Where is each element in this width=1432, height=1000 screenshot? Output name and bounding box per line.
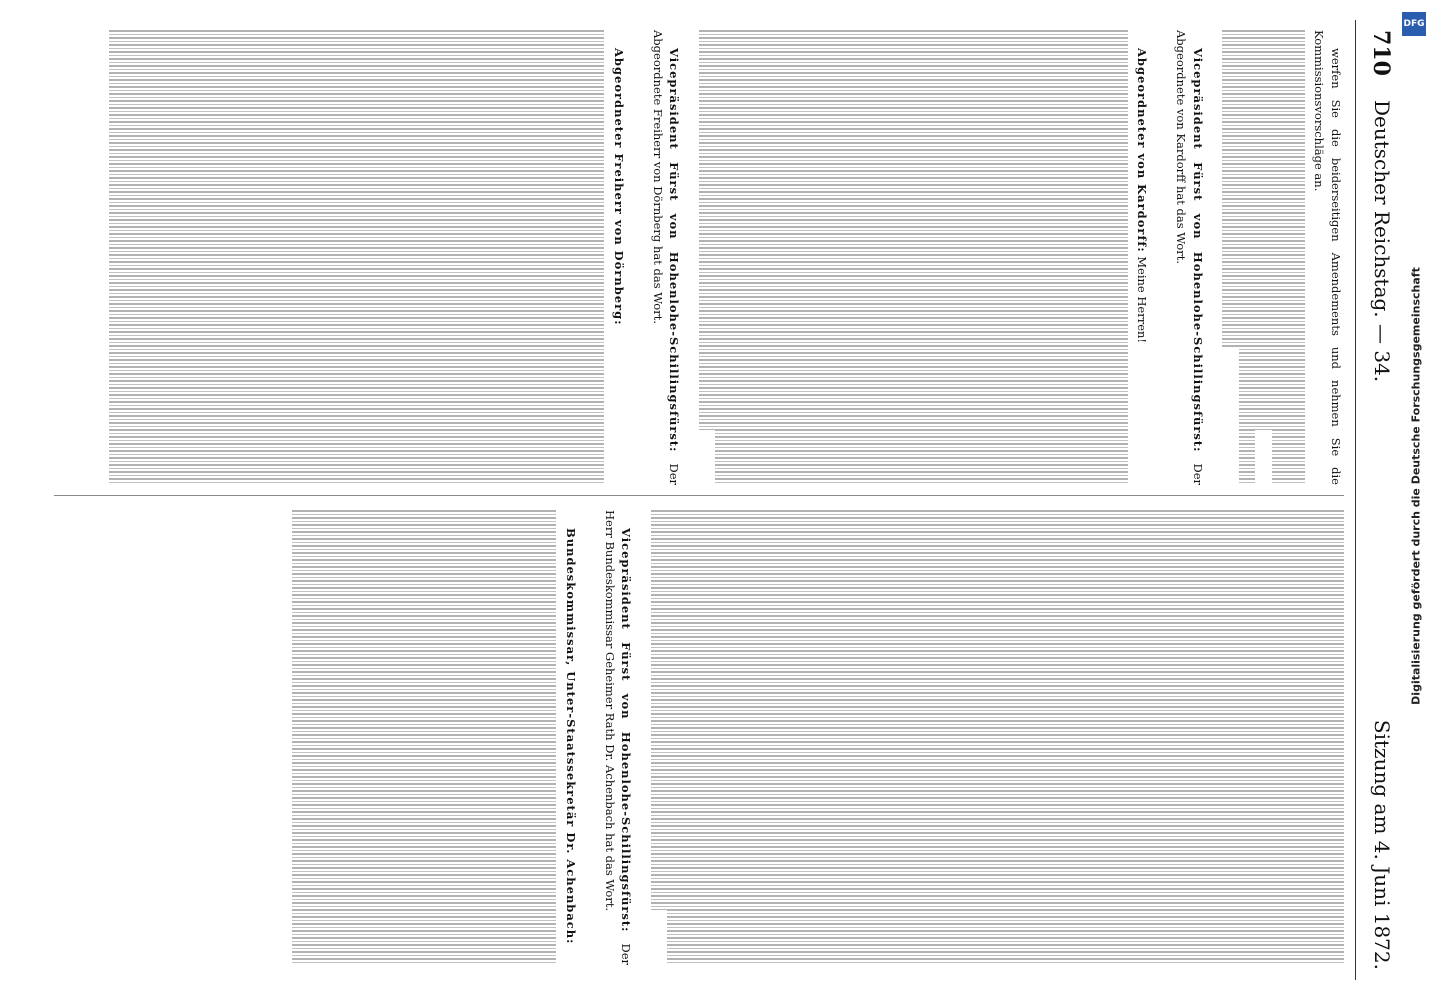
illegible-text-line xyxy=(242,30,259,485)
illegible-text-line xyxy=(456,30,473,485)
page-number: 710 xyxy=(1368,30,1394,76)
illegible-text-line xyxy=(1113,510,1130,965)
illegible-text-line xyxy=(996,30,1013,485)
illegible-text-line xyxy=(1196,510,1213,965)
illegible-text-line xyxy=(1295,510,1312,965)
paragraph xyxy=(563,510,580,965)
illegible-text-line xyxy=(489,30,506,485)
illegible-text-line xyxy=(816,510,833,965)
illegible-text-line xyxy=(699,30,716,430)
illegible-text-line xyxy=(425,510,442,965)
illegible-text-line xyxy=(159,30,176,485)
illegible-text-line xyxy=(782,30,799,485)
illegible-text-line xyxy=(948,510,965,965)
illegible-text-line xyxy=(749,30,766,485)
illegible-text-line xyxy=(1079,30,1096,485)
illegible-text-line xyxy=(668,510,685,965)
illegible-text-line xyxy=(716,30,733,485)
illegible-text-line xyxy=(1146,510,1163,965)
illegible-text-line xyxy=(341,30,358,485)
illegible-text-line xyxy=(1229,510,1246,965)
illegible-text-line xyxy=(1163,510,1180,965)
illegible-text-line xyxy=(1289,30,1306,485)
illegible-text-line xyxy=(765,30,782,485)
illegible-text-line xyxy=(539,30,556,485)
illegible-text-line xyxy=(588,30,605,485)
illegible-text-line xyxy=(947,30,964,485)
right-column xyxy=(44,510,1344,965)
illegible-text-line xyxy=(897,30,914,485)
illegible-text-line xyxy=(324,30,341,485)
illegible-text-line xyxy=(110,30,127,485)
illegible-text-line xyxy=(1031,510,1048,965)
speaker-name: Vicepräsident Fürst von Hohenlohe-Schillingsfürst: xyxy=(1191,48,1205,453)
speaker-name: Vicepräsident Fürst von Hohenlohe-Schillingsfürst: xyxy=(619,528,634,933)
illegible-text-line xyxy=(1047,510,1064,965)
illegible-text-line xyxy=(864,30,881,485)
illegible-text-line xyxy=(651,510,668,910)
page-header xyxy=(1355,20,1406,980)
paragraph: Vicepräsident Fürst von Hohenlohe-Schillingsfürst: Der Herr Bundeskommissar Geheimer Rath Dr. Achenbach hat das Wort. xyxy=(603,510,634,965)
illegible-text-line xyxy=(914,30,931,485)
illegible-text-line xyxy=(1212,510,1229,965)
illegible-text-line xyxy=(963,30,980,485)
illegible-text-line xyxy=(555,30,572,485)
header-right-title: Sitzung am 4. Juni 1872. xyxy=(1370,719,1394,970)
illegible-text-line xyxy=(506,30,523,485)
illegible-text-line xyxy=(717,510,734,965)
illegible-text-line xyxy=(965,510,982,965)
illegible-text-line xyxy=(1245,510,1262,965)
illegible-text-line xyxy=(783,510,800,965)
illegible-text-line xyxy=(1223,30,1240,349)
paragraph: Vicepräsident Fürst von Hohenlohe-Schillingsfürst: Der Abgeordnete Freiherr von Dörnberg hat das Wort. xyxy=(651,30,682,485)
illegible-text-line xyxy=(998,510,1015,965)
paragraph: werfen Sie die beiderseitigen Amendements und nehmen Sie die Kommissionsvorschläge an. xyxy=(1312,30,1343,485)
illegible-text-line xyxy=(1278,510,1295,965)
illegible-text-line xyxy=(342,510,359,965)
illegible-text-line xyxy=(1112,30,1129,485)
illegible-text-line xyxy=(225,30,242,485)
illegible-text-line xyxy=(1256,30,1273,430)
illegible-text-line xyxy=(831,30,848,485)
speaker-name: Bundeskommissar, Unter-Staatssekretär Dr. Achenbach: xyxy=(564,528,578,945)
illegible-text-line xyxy=(572,30,589,485)
illegible-text-line xyxy=(815,30,832,485)
illegible-text-line xyxy=(1080,510,1097,965)
illegible-text-line xyxy=(126,30,143,485)
illegible-text-line xyxy=(473,30,490,485)
illegible-text-line xyxy=(491,510,508,965)
illegible-text-line xyxy=(915,510,932,965)
illegible-text-line xyxy=(800,510,817,965)
illegible-text-line xyxy=(701,510,718,965)
illegible-text-line xyxy=(833,510,850,965)
paragraph: Abgeordneter von Kardorff: Meine Herren! xyxy=(1135,48,1150,344)
illegible-text-line xyxy=(848,30,865,485)
illegible-text-line xyxy=(143,30,160,485)
illegible-text-line xyxy=(375,510,392,965)
illegible-text-line xyxy=(407,30,424,485)
illegible-text-line xyxy=(408,510,425,965)
illegible-text-line xyxy=(1239,30,1256,485)
credit-text: Digitalisierung gefördert durch die Deutsche Forschungsgemeinschaft xyxy=(1409,267,1423,705)
illegible-text-line xyxy=(308,30,325,485)
illegible-text-line xyxy=(293,510,310,965)
illegible-text-line xyxy=(275,30,292,485)
illegible-text-line xyxy=(209,30,226,485)
illegible-text-line xyxy=(374,30,391,485)
illegible-text-line xyxy=(1029,30,1046,485)
illegible-text-line xyxy=(176,30,193,485)
illegible-text-line xyxy=(750,510,767,965)
illegible-text-line xyxy=(798,30,815,485)
illegible-text-line xyxy=(980,30,997,485)
column-divider xyxy=(54,495,1344,496)
illegible-text-line xyxy=(1062,30,1079,485)
left-column xyxy=(44,30,1344,485)
illegible-text-line xyxy=(1179,510,1196,965)
illegible-text-line xyxy=(981,510,998,965)
illegible-text-line xyxy=(866,510,883,965)
paragraph xyxy=(611,30,628,485)
illegible-text-line xyxy=(1013,30,1030,485)
header-left-title: Deutscher Reichstag. — 34. xyxy=(1370,100,1394,383)
illegible-text-line xyxy=(899,510,916,965)
illegible-text-line xyxy=(441,510,458,965)
illegible-text-line xyxy=(357,30,374,485)
illegible-text-line xyxy=(507,510,524,965)
illegible-text-line xyxy=(524,510,541,965)
illegible-text-line xyxy=(932,510,949,965)
illegible-text-line xyxy=(192,30,209,485)
illegible-text-line xyxy=(390,30,407,485)
speaker-name: Abgeordneter Freiherr von Dörnberg: xyxy=(612,48,626,326)
illegible-text-line xyxy=(522,30,539,485)
illegible-text-line xyxy=(1095,30,1112,485)
illegible-text-line xyxy=(881,30,898,485)
illegible-text-line xyxy=(767,510,784,965)
dfg-logo: DFG xyxy=(1402,12,1426,36)
illegible-text-line xyxy=(1130,510,1147,965)
illegible-text-line xyxy=(1328,510,1345,965)
illegible-text-line xyxy=(458,510,475,965)
illegible-text-line xyxy=(540,510,557,965)
illegible-text-line xyxy=(1262,510,1279,965)
document-page xyxy=(26,20,1406,980)
illegible-text-line xyxy=(849,510,866,965)
illegible-text-line xyxy=(1311,510,1328,965)
paragraph: Vicepräsident Fürst von Hohenlohe-Schillingsfürst: Der Abgeordnete von Kardorff hat das Wort. xyxy=(1174,30,1205,485)
illegible-text-line xyxy=(1046,30,1063,485)
illegible-text-line xyxy=(309,510,326,965)
digitization-credit xyxy=(1402,6,1430,966)
illegible-text-line xyxy=(359,510,376,965)
illegible-text-line xyxy=(684,510,701,965)
illegible-text-line xyxy=(734,510,751,965)
illegible-text-line xyxy=(392,510,409,965)
illegible-text-line xyxy=(1272,30,1289,485)
illegible-text-line xyxy=(882,510,899,965)
illegible-text-line xyxy=(326,510,343,965)
illegible-text-line xyxy=(1064,510,1081,965)
speaker-name: Vicepräsident Fürst von Hohenlohe-Schillingsfürst: xyxy=(667,48,682,453)
illegible-text-line xyxy=(258,30,275,485)
illegible-text-line xyxy=(423,30,440,485)
speaker-name: Abgeordneter von Kardorff: xyxy=(1135,48,1150,253)
illegible-text-line xyxy=(732,30,749,485)
illegible-text-line xyxy=(1014,510,1031,965)
illegible-text-line xyxy=(930,30,947,485)
illegible-text-line xyxy=(440,30,457,485)
illegible-text-line xyxy=(1097,510,1114,965)
illegible-text-line xyxy=(291,30,308,485)
illegible-text-line xyxy=(474,510,491,965)
